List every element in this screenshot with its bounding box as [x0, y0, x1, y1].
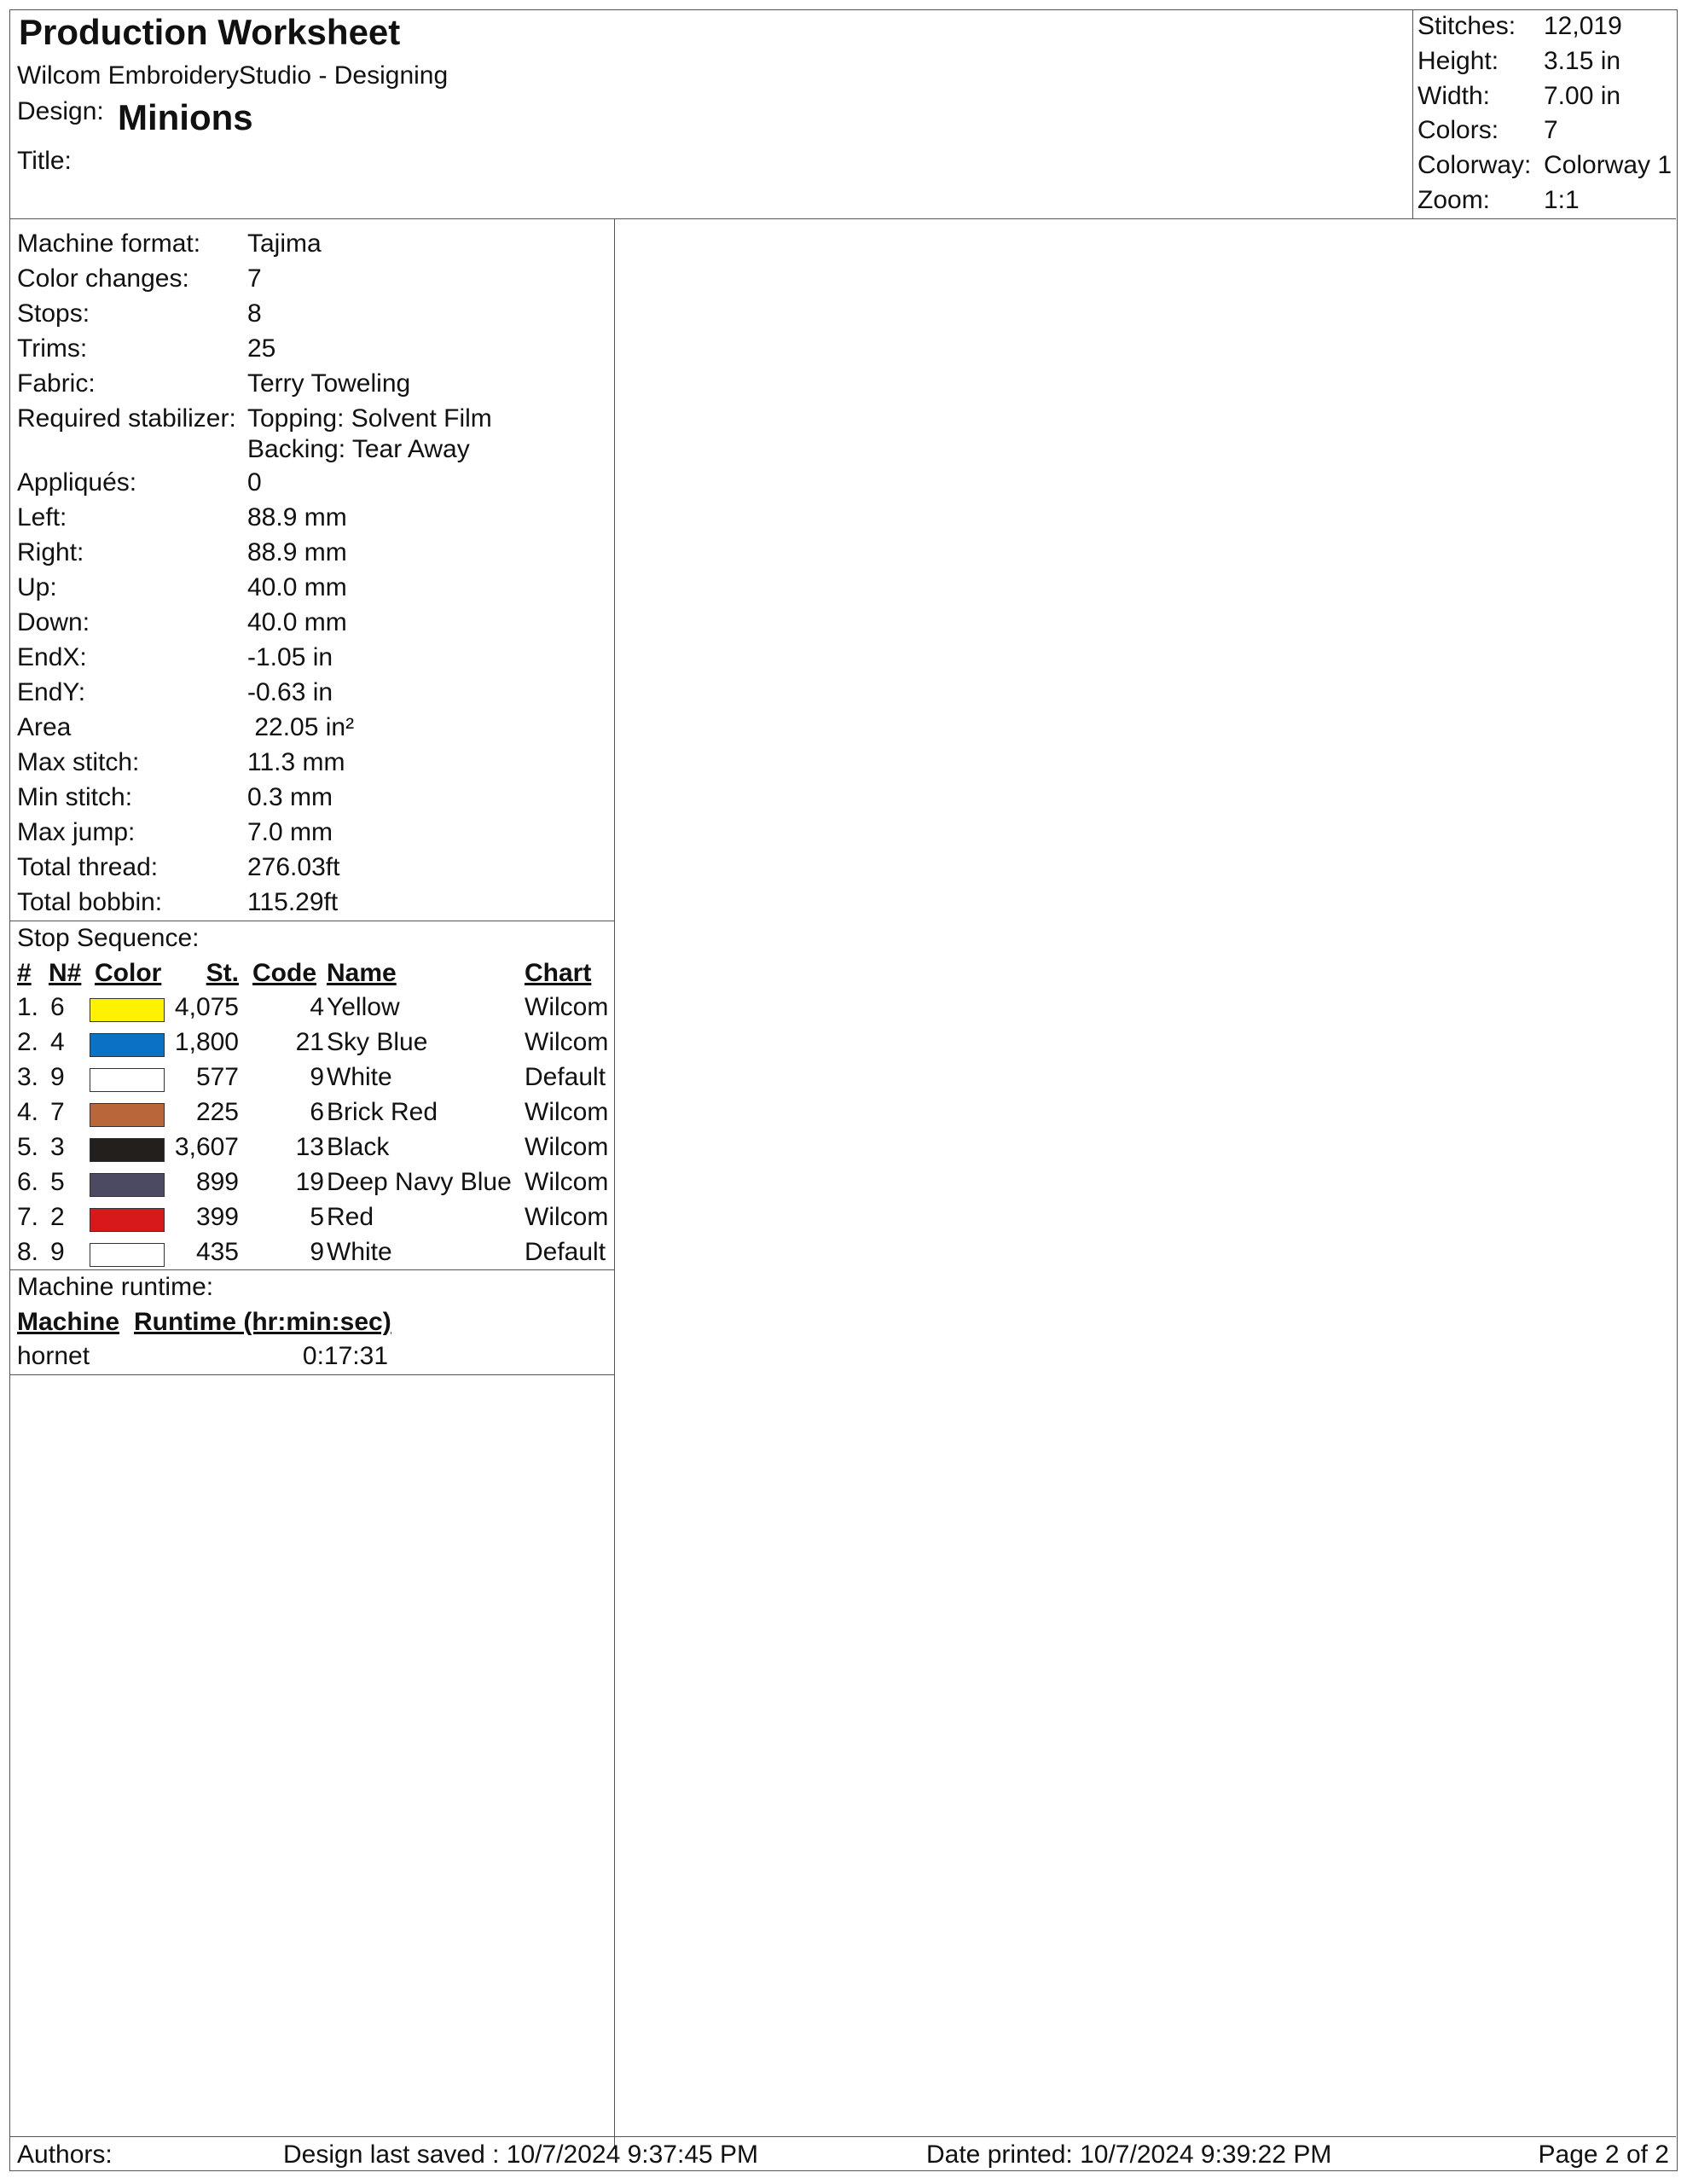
summary-value: 7.00 in	[1544, 82, 1621, 110]
column-header-machine: Machine	[17, 1308, 120, 1336]
runtime-machine-name: hornet	[17, 1342, 90, 1370]
summary-label: Colors:	[1417, 116, 1499, 144]
detail-value: Terry Toweling	[247, 369, 411, 398]
summary-value: Colorway 1	[1544, 151, 1673, 179]
detail-value: 88.9 mm	[247, 538, 347, 566]
stitch-count: 899	[195, 1168, 239, 1196]
detail-label: Appliqués:	[17, 468, 137, 497]
summary-value: 12,019	[1544, 12, 1622, 40]
thread-chart: Default	[525, 1238, 606, 1266]
thread-name: Sky Blue	[327, 1028, 428, 1056]
machine-runtime-label: Machine runtime:	[17, 1273, 214, 1301]
needle-number: 5	[50, 1168, 65, 1196]
stitch-count: 1,800	[174, 1028, 239, 1056]
summary-panel	[1412, 10, 1677, 219]
detail-label: Required stabilizer:	[17, 404, 236, 433]
detail-value: 11.3 mm	[247, 748, 345, 776]
worksheet-header	[10, 10, 1676, 219]
detail-label: Trims:	[17, 334, 88, 363]
detail-value: 40.0 mm	[247, 608, 347, 636]
thread-code: 9	[310, 1238, 324, 1266]
stitch-count: 4,075	[174, 993, 239, 1021]
detail-value: 88.9 mm	[247, 503, 347, 531]
stop-number: 4.	[17, 1098, 39, 1126]
summary-label: Zoom:	[1417, 186, 1491, 214]
color-swatch	[90, 1243, 165, 1267]
stitch-count: 3,607	[174, 1133, 239, 1161]
detail-label: Area	[17, 713, 72, 741]
stitch-count: 399	[195, 1203, 239, 1231]
thread-chart: Wilcom	[525, 1168, 609, 1196]
section-divider	[10, 1269, 614, 1270]
needle-number: 7	[50, 1098, 65, 1126]
detail-label: Total thread:	[17, 853, 159, 881]
summary-label: Colorway:	[1417, 151, 1532, 179]
detail-label: Fabric:	[17, 369, 96, 398]
footer-last-saved: Design last saved : 10/7/2024 9:37:45 PM	[283, 2140, 759, 2169]
thread-name: White	[327, 1063, 392, 1091]
needle-number: 6	[50, 993, 65, 1021]
thread-name: Brick Red	[327, 1098, 438, 1126]
thread-name: Black	[327, 1133, 390, 1161]
detail-label: Left:	[17, 503, 67, 531]
detail-value: 40.0 mm	[247, 573, 347, 601]
title-label: Title:	[17, 147, 72, 175]
thread-name: Red	[327, 1203, 374, 1231]
thread-code: 4	[310, 993, 324, 1021]
detail-value: 115.29ft	[247, 888, 339, 916]
footer-authors: Authors:	[17, 2140, 113, 2169]
column-header-name: Name	[327, 959, 397, 987]
needle-number: 2	[50, 1203, 65, 1231]
detail-label: Machine format:	[17, 229, 201, 258]
thread-chart: Wilcom	[525, 993, 609, 1021]
stop-sequence-label: Stop Sequence:	[17, 924, 200, 952]
detail-value: 0	[247, 468, 262, 497]
column-header-runtime: Runtime (hr:min:sec)	[134, 1308, 391, 1336]
footer-date-printed: Date printed: 10/7/2024 9:39:22 PM	[926, 2140, 1332, 2169]
stop-number: 6.	[17, 1168, 39, 1196]
needle-number: 9	[50, 1063, 65, 1091]
summary-label: Width:	[1417, 82, 1491, 110]
detail-value: -1.05 in	[247, 643, 333, 671]
detail-value: 22.05 in²	[247, 713, 355, 741]
thread-code: 9	[310, 1063, 324, 1091]
detail-value: Tajima	[247, 229, 322, 258]
stop-number: 3.	[17, 1063, 39, 1091]
summary-label: Height:	[1417, 47, 1499, 75]
page-title: Production Worksheet	[19, 12, 401, 52]
detail-label: Up:	[17, 573, 57, 601]
summary-value: 7	[1544, 116, 1558, 144]
column-header-chart: Chart	[525, 959, 592, 987]
detail-value: -0.63 in	[247, 678, 333, 706]
summary-value: 1:1	[1544, 186, 1580, 214]
column-header-color: Color	[95, 959, 162, 987]
column-header-stitches: St.	[206, 959, 239, 987]
stop-number: 1.	[17, 993, 39, 1021]
worksheet-footer	[10, 2136, 1676, 2170]
needle-number: 3	[50, 1133, 65, 1161]
thread-name: Deep Navy Blue	[327, 1168, 512, 1196]
thread-name: Yellow	[327, 993, 400, 1021]
color-swatch	[90, 998, 165, 1022]
thread-name: White	[327, 1238, 392, 1266]
column-header-needle: N#	[49, 959, 82, 987]
footer-page-number: Page 2 of 2	[1538, 2140, 1669, 2169]
color-swatch	[90, 1208, 165, 1232]
stitch-count: 225	[195, 1098, 239, 1126]
detail-value: 0.3 mm	[247, 783, 333, 811]
thread-chart: Wilcom	[525, 1133, 609, 1161]
detail-label: Stops:	[17, 299, 90, 328]
detail-label: Color changes:	[17, 264, 189, 293]
color-swatch	[90, 1138, 165, 1162]
stop-number: 7.	[17, 1203, 39, 1231]
detail-label: Max stitch:	[17, 748, 140, 776]
color-swatch	[90, 1173, 165, 1197]
detail-label: Right:	[17, 538, 84, 566]
summary-label: Stitches:	[1417, 12, 1516, 40]
detail-label: Down:	[17, 608, 90, 636]
stitch-count: 435	[195, 1238, 239, 1266]
runtime-value: 0:17:31	[302, 1342, 388, 1370]
detail-label: Total bobbin:	[17, 888, 163, 916]
detail-value: 276.03ft	[247, 853, 340, 881]
thread-code: 5	[310, 1203, 324, 1231]
section-divider	[10, 1374, 614, 1375]
worksheet-page	[9, 9, 1678, 2171]
column-header-number: #	[17, 959, 32, 987]
detail-value: Topping: Solvent Film	[247, 404, 492, 433]
detail-label: Max jump:	[17, 818, 136, 846]
thread-chart: Default	[525, 1063, 606, 1091]
detail-value: 25	[247, 334, 276, 363]
detail-label: Min stitch:	[17, 783, 133, 811]
application-name: Wilcom EmbroideryStudio - Designing	[17, 61, 449, 90]
detail-label: EndY:	[17, 678, 86, 706]
thread-code: 13	[295, 1133, 324, 1161]
thread-chart: Wilcom	[525, 1098, 609, 1126]
summary-value: 3.15 in	[1544, 47, 1621, 75]
thread-code: 19	[295, 1168, 324, 1196]
color-swatch	[90, 1068, 165, 1092]
detail-value: 8	[247, 299, 262, 328]
thread-code: 21	[295, 1028, 324, 1056]
design-label: Design:	[17, 97, 104, 125]
thread-chart: Wilcom	[525, 1203, 609, 1231]
stop-number: 2.	[17, 1028, 39, 1056]
color-swatch	[90, 1033, 165, 1057]
stop-number: 8.	[17, 1238, 39, 1266]
needle-number: 4	[50, 1028, 65, 1056]
detail-value: 7.0 mm	[247, 818, 333, 846]
color-swatch	[90, 1103, 165, 1127]
details-panel	[10, 219, 615, 2149]
thread-code: 6	[310, 1098, 324, 1126]
stop-number: 5.	[17, 1133, 39, 1161]
design-name: Minions	[118, 97, 253, 137]
needle-number: 9	[50, 1238, 65, 1266]
detail-value: Backing: Tear Away	[247, 435, 470, 463]
thread-chart: Wilcom	[525, 1028, 609, 1056]
stitch-count: 577	[195, 1063, 239, 1091]
column-header-code: Code	[252, 959, 316, 987]
detail-value: 7	[247, 264, 262, 293]
detail-label: EndX:	[17, 643, 87, 671]
